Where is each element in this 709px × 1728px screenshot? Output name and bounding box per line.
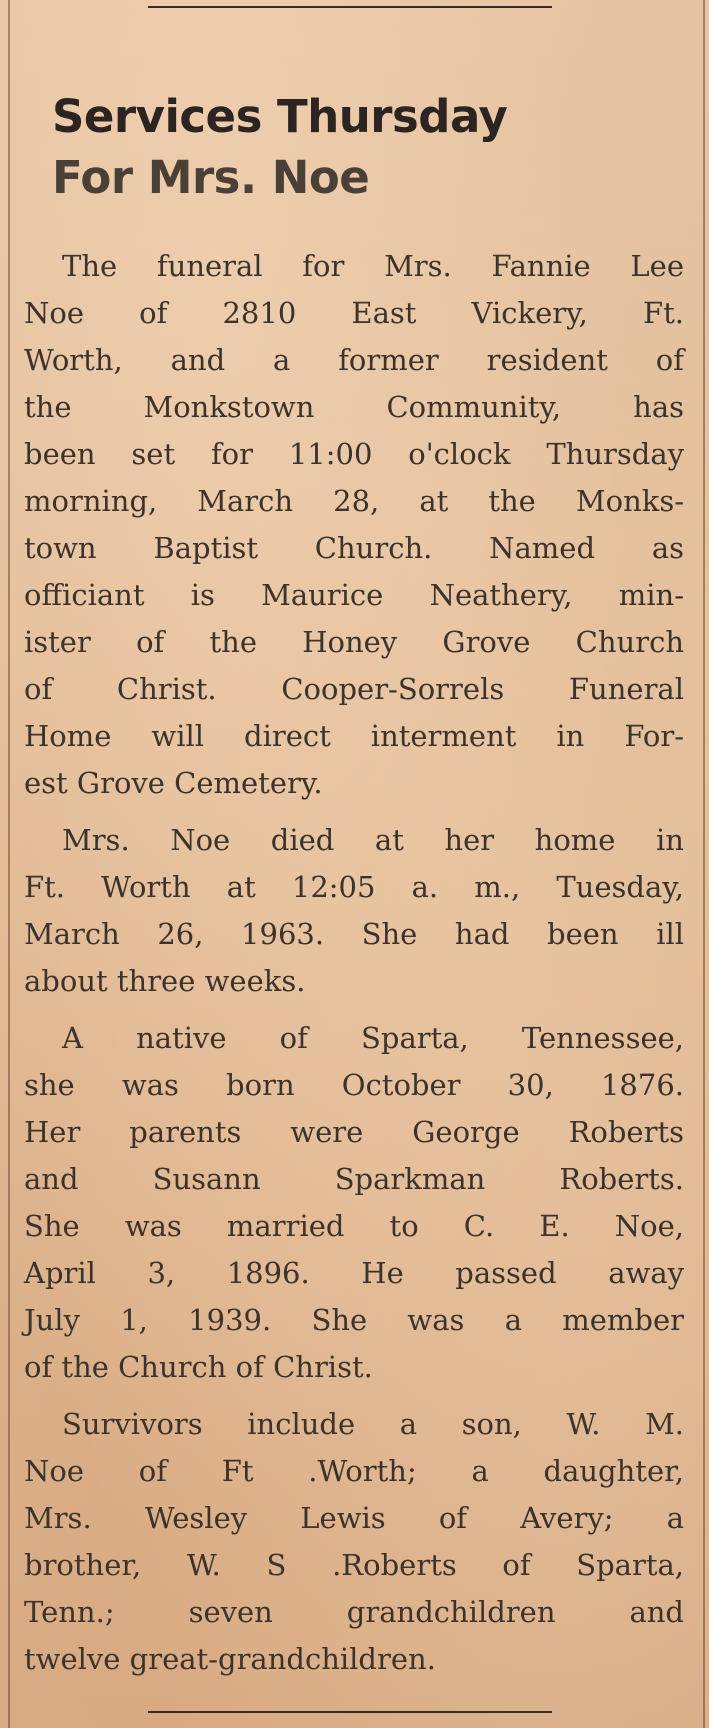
text-line: July 1, 1939. She was a member	[24, 1303, 684, 1337]
text-line: been set for 11:00 o'clock Thursday	[24, 437, 684, 471]
text-line: town Baptist Church. Named as	[24, 531, 684, 565]
text-line: April 3, 1896. He passed away	[24, 1256, 684, 1290]
top-rule	[148, 6, 552, 8]
text-line: A native of Sparta, Tennessee,	[62, 1021, 684, 1055]
text-line: The funeral for Mrs. Fannie Lee	[62, 249, 684, 283]
article-body	[24, 243, 684, 1693]
text-line: she was born October 30, 1876.	[24, 1068, 684, 1102]
text-line: Ft. Worth at 12:05 a. m., Tuesday,	[24, 870, 684, 904]
clipping-right-edge	[703, 0, 705, 1728]
paragraph-biography	[24, 1015, 684, 1391]
text-line: Home will direct interment in For-	[24, 719, 684, 753]
text-line: officiant is Maurice Neathery, min-	[24, 578, 684, 612]
text-line: and Susann Sparkman Roberts.	[24, 1162, 684, 1196]
text-line: Tenn.; seven grandchildren and	[24, 1595, 684, 1629]
headline-line-1: Services Thursday	[52, 90, 508, 143]
text-line: ister of the Honey Grove Church	[24, 625, 684, 659]
text-line: March 26, 1963. She had been ill	[24, 917, 684, 951]
text-line: Noe of 2810 East Vickery, Ft.	[24, 296, 684, 330]
text-line: She was married to C. E. Noe,	[24, 1209, 684, 1243]
text-line: Mrs. Wesley Lewis of Avery; a	[24, 1501, 684, 1535]
paragraph-survivors	[24, 1401, 684, 1683]
text-line: Worth, and a former resident of	[24, 343, 684, 377]
clipping-left-edge	[8, 0, 10, 1728]
text-line: Mrs. Noe died at her home in	[62, 823, 684, 857]
text-line: est Grove Cemetery.	[24, 766, 323, 800]
paragraph-death	[24, 817, 684, 1005]
headline	[52, 86, 507, 208]
text-line: the Monkstown Community, has	[24, 390, 684, 424]
text-line: Survivors include a son, W. M.	[62, 1407, 684, 1441]
text-line: Noe of Ft .Worth; a daughter,	[24, 1454, 684, 1488]
text-line: brother, W. S .Roberts of Sparta,	[24, 1548, 684, 1582]
text-line: morning, March 28, at the Monks-	[24, 484, 684, 518]
text-line: of the Church of Christ.	[24, 1350, 373, 1384]
headline-line-2: For Mrs. Noe	[52, 151, 370, 204]
text-line: twelve great-grandchildren.	[24, 1642, 436, 1676]
text-line: of Christ. Cooper-Sorrels Funeral	[24, 672, 684, 706]
paragraph-funeral	[24, 243, 684, 807]
bottom-rule	[148, 1711, 552, 1713]
text-line: Her parents were George Roberts	[24, 1115, 684, 1149]
text-line: about three weeks.	[24, 964, 306, 998]
